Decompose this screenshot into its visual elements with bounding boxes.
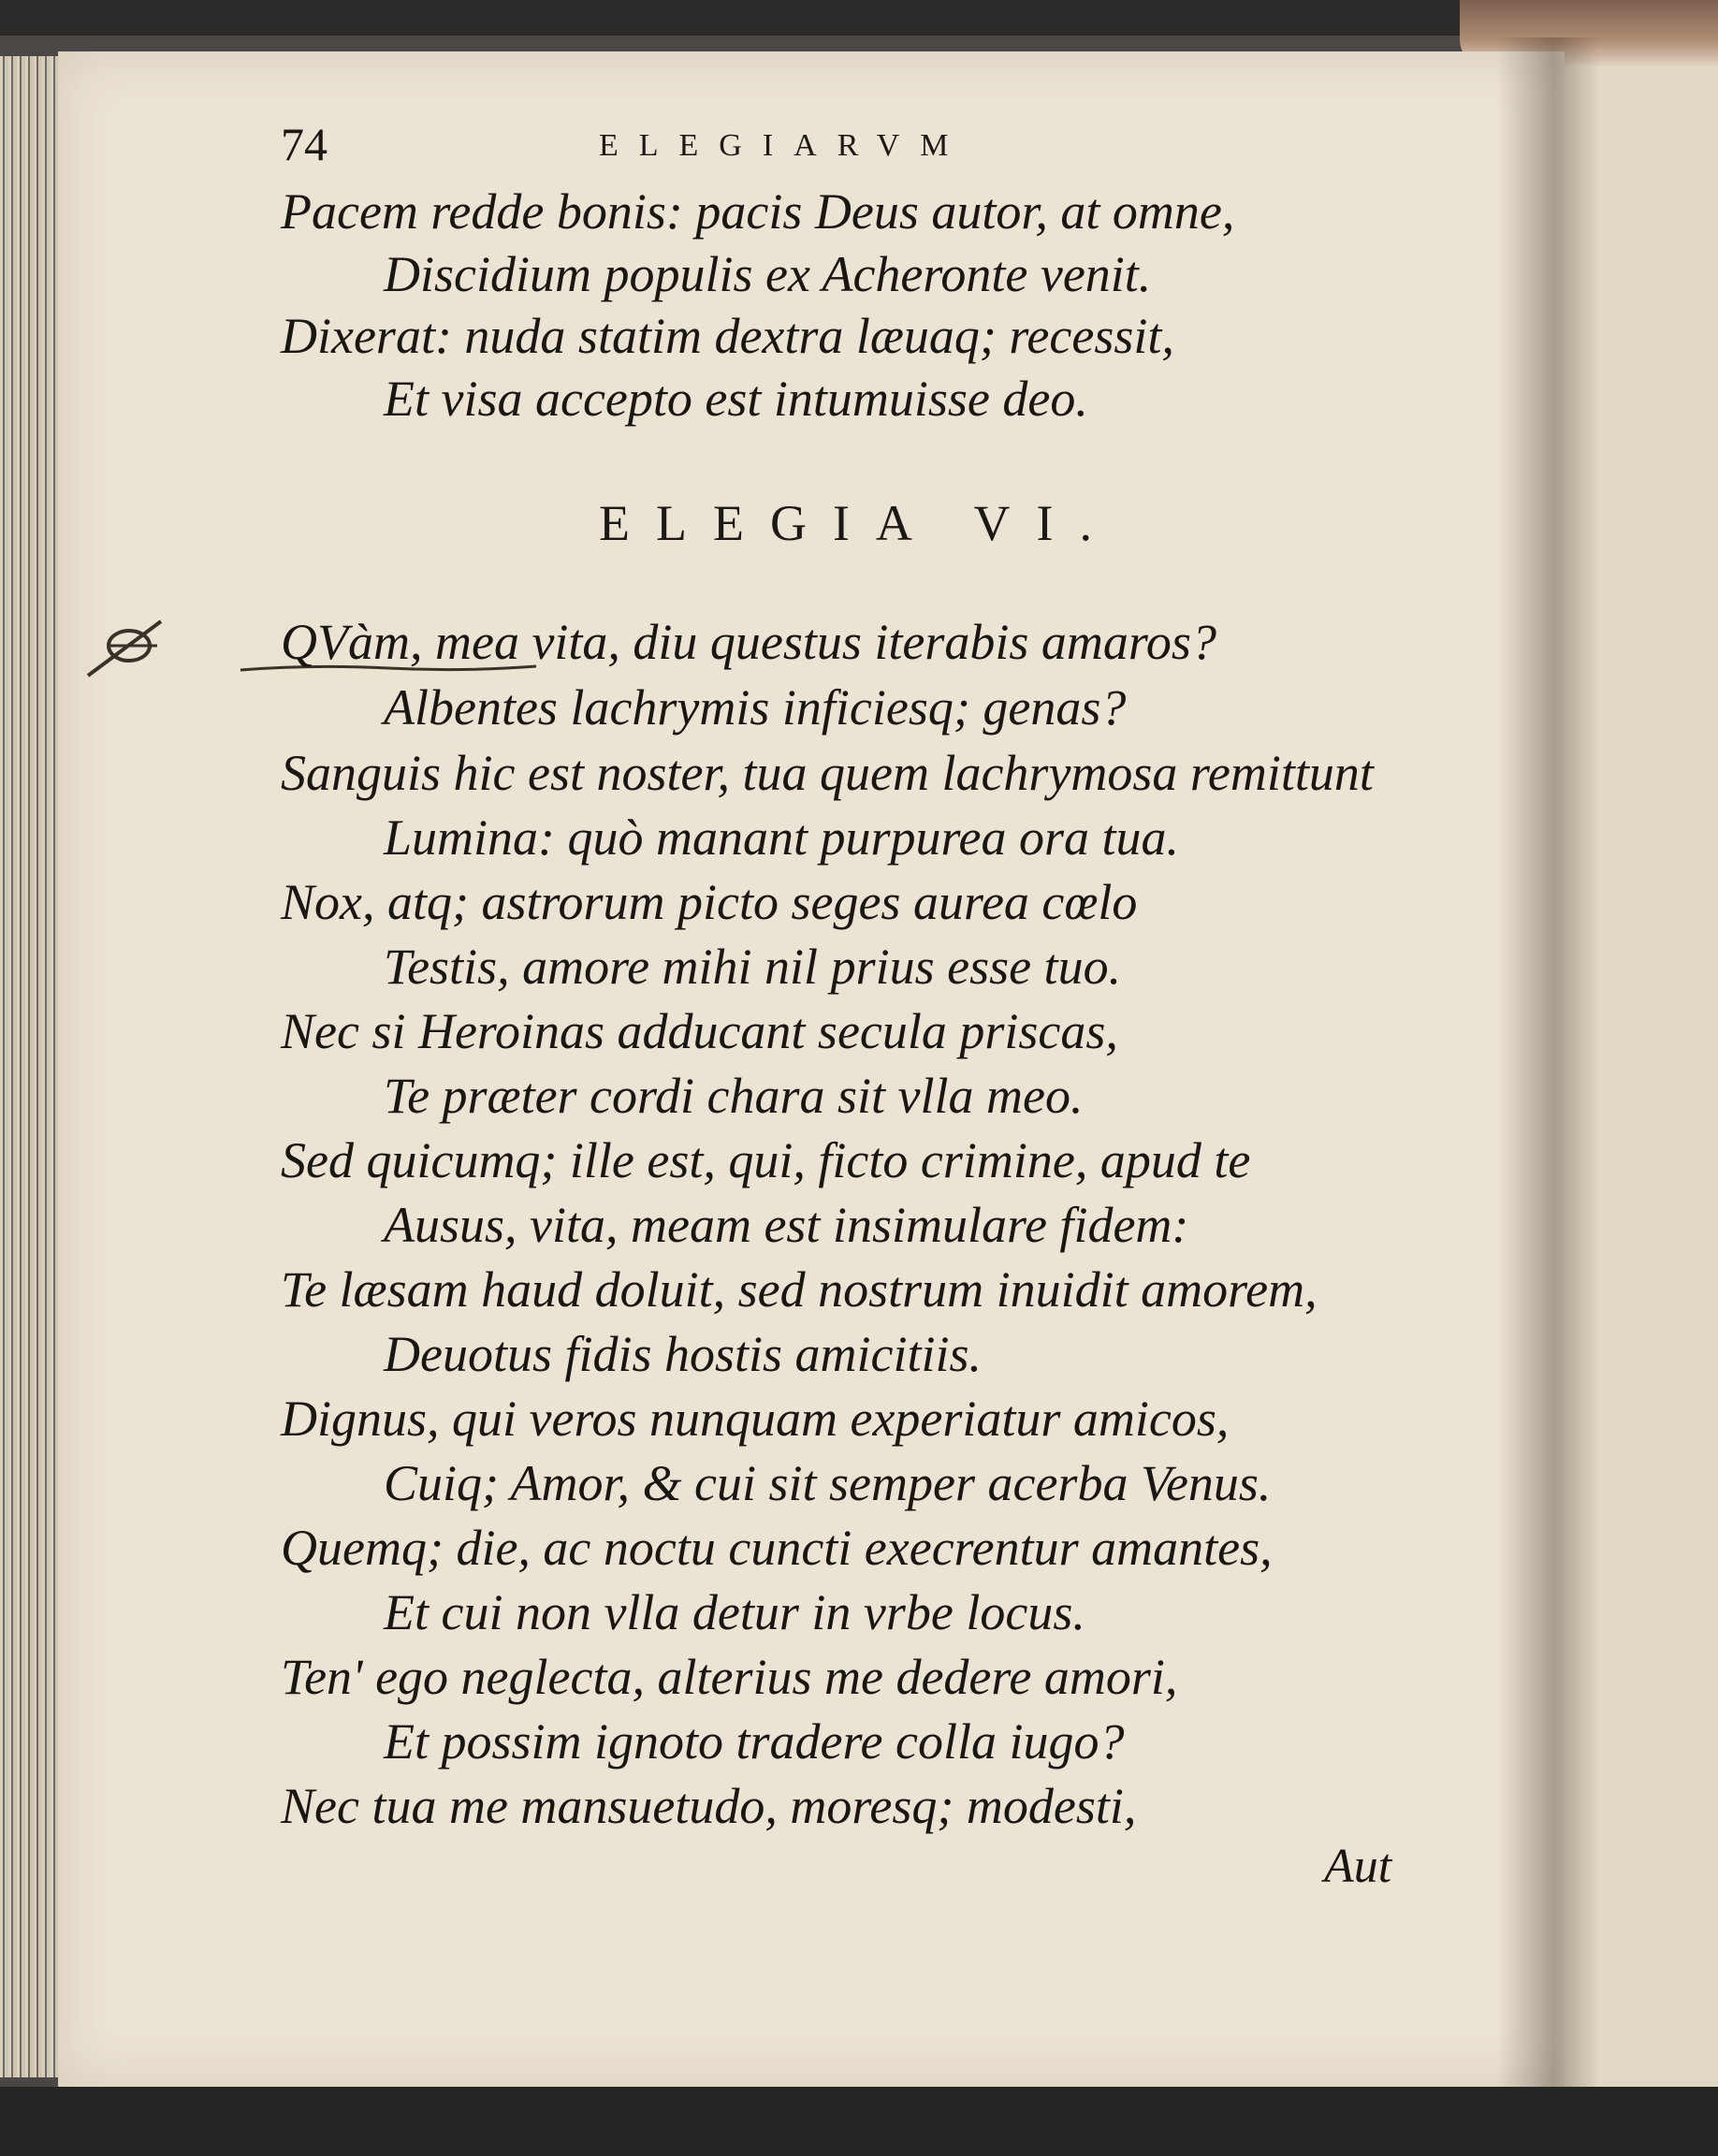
verse-line: Nec si Heroinas adducant secula priscas, — [281, 1003, 1118, 1059]
page-number: 74 — [281, 118, 328, 170]
verse-line: Et visa accepto est intumuisse deo. — [384, 371, 1088, 427]
verse-line: Ten' ego neglecta, alterius me dedere amori, — [281, 1649, 1178, 1705]
verse-line: Dignus, qui veros nunquam experiatur amicos, — [281, 1391, 1230, 1447]
verse-line: Sed quicumq; ille est, qui, ficto crimine, apud te — [281, 1132, 1251, 1188]
verse-line: Et possim ignoto tradere colla iugo? — [384, 1713, 1125, 1770]
page-stack-edge — [0, 56, 66, 2077]
verse-line: Et cui non vlla detur in vrbe locus. — [384, 1584, 1085, 1640]
verse-line: Discidium populis ex Acheronte venit. — [384, 246, 1152, 302]
bottom-background — [0, 2087, 1718, 2156]
verse-line: Ausus, vita, meam est insimulare fidem: — [384, 1197, 1189, 1253]
verse-line: Te læsam haud doluit, sed nostrum inuidit amorem, — [281, 1261, 1318, 1318]
verse-line: Cuiq; Amor, & cui sit semper acerba Venus. — [384, 1455, 1272, 1511]
running-head — [281, 117, 1310, 173]
elegy-title: ELEGIA VI. — [599, 495, 1118, 551]
catchword: Aut — [1324, 1840, 1392, 1893]
verse-line: Albentes lachrymis inficiesq; genas? — [384, 679, 1127, 736]
verse-line: Testis, amore mihi nil prius esse tuo. — [384, 939, 1122, 995]
verse-line: Pacem redde bonis: pacis Deus autor, at omne, — [281, 183, 1235, 240]
verse-line: Nec tua me mansuetudo, moresq; modesti, — [281, 1778, 1137, 1834]
verse-line: Quemq; die, ac noctu cuncti execrentur amantes, — [281, 1520, 1273, 1576]
verse-line: Dixerat: nuda statim dextra læuaq; recessit, — [281, 308, 1174, 364]
verse-line: QVàm, mea vita, diu questus iterabis amaros? — [281, 614, 1216, 670]
verse-line: Te præter cordi chara sit vlla meo. — [384, 1068, 1084, 1124]
verse-line: Nox, atq; astrorum picto seges aurea cœlo — [281, 874, 1138, 930]
verse-line: Lumina: quò manant purpurea ora tua. — [384, 809, 1180, 866]
gutter-shadow — [1497, 37, 1600, 2087]
verse-line: Sanguis hic est noster, tua quem lachrymosa remittunt — [281, 745, 1374, 801]
running-title: ELEGIARVM — [599, 128, 969, 163]
verse-line: Deuotus fidis hostis amicitiis. — [384, 1326, 983, 1382]
marginal-ink-mark-icon — [82, 608, 167, 683]
